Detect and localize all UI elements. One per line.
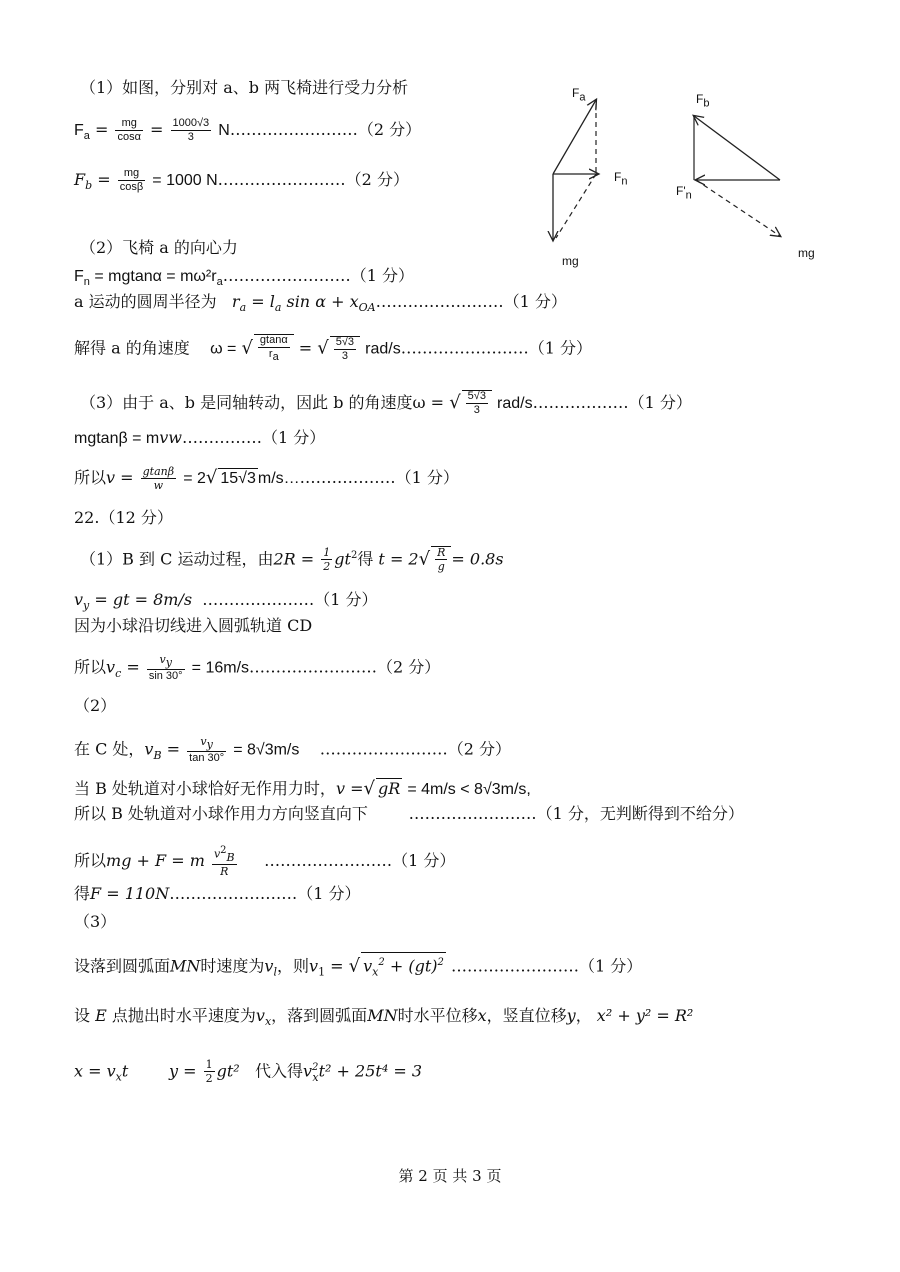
tangent-text: 因为小球沿切线进入圆弧轨道 CD — [74, 616, 313, 635]
direction-line: 所以 B 处轨道对小球作用力方向竖直向下 ……………………（1 分，无判断得到不给分） — [74, 804, 744, 823]
label-mg-a: mg — [562, 254, 579, 268]
fa-fraction: $\frac{mg}{\cos\alpha}$ — [117, 117, 141, 143]
part2-title: （2）飞椅 a 的向心力 — [80, 238, 238, 257]
f-result: 得F = 110N……………………（1 分） — [74, 884, 361, 903]
newton-equation: 所以mg + F = m $\frac{v^2_B}{R}$ ……………………（1 分） — [74, 845, 456, 878]
q22-title: 22.（12 分） — [74, 508, 173, 527]
radius-equation: a 运动的圆周半径为 $r_a = l_a$ $\sin \alpha + x_{OA}\dots\dots\dots\dots\dots\dots\dots\dots(1$ 分） — [74, 292, 567, 315]
fn-equation: $F_n = mgtan\alpha$ = $m\omega^2r_a\dots\dots\dots\dots\dots\dots\dots\dots(1$ 分） — [74, 266, 414, 289]
label-fn: $F_n$ — [614, 170, 628, 188]
label-mg-b: mg — [798, 246, 815, 260]
no-force-line: 当 B 处轨道对小球恰好无作用力时，v =√ gR = 4m/s < 8√3m/s, — [74, 778, 531, 799]
fb-fraction: $\frac{mg}{\cos\beta}$ — [119, 167, 144, 193]
force-diagram — [530, 80, 830, 280]
v1-line: 设落到圆弧面MN时速度为$v_l$，则$v_1$ = √ $v_x^2 + (gt)^2$ ……………………（1 分） — [74, 952, 642, 983]
s2-title: （2） — [74, 696, 117, 715]
part1-intro: （1）如图，分别对 a、b 两飞椅进行受力分析 — [80, 78, 409, 97]
label-fb: $F_b$ — [696, 92, 710, 110]
vc-equation: 所以$v_c$ = $\frac{v_y}{\sin 30^\circ}$ = 16m/s……………………（2 分） — [74, 653, 441, 683]
fa-value-fraction: $\frac{1000√3}{3}$ — [172, 117, 210, 143]
fa-equation: $F_a$ = $\frac{mg}{\cos\alpha}$ = $\frac{1000√3}{3}$ N……………………（2 分） — [74, 117, 422, 143]
diagram-a — [553, 100, 598, 240]
page-footer: 第 2 页 共 3 页 — [398, 1167, 502, 1185]
vy-equation: $v_y$ = gt = 8m/s …………………（1 分） — [74, 590, 378, 613]
vb-equation: 在 C 处，$v_B$ = $\frac{v_y}{\tan 30^\circ}$ = 8√3m/s ……………………（2 分） — [74, 735, 511, 765]
q22-s1: （1）B 到 C 运动过程，由2R = $\frac{1}{2}$ $gt^2$得 t = 2√ $\frac{R}{g}$ = 0.8s — [80, 546, 504, 574]
e-line: 设 E 点抛出时水平速度为$v_x$，落到圆弧面MN时水平位移x，竖直位移y， x² + y² = R² — [74, 1006, 694, 1029]
label-fa: $F_a$ — [572, 86, 586, 104]
eq-velocity: 所以v = $\frac{gtan\beta}{w}$ = 2√ 15√3 m/s…………………（1 分） — [74, 465, 459, 492]
diagram-b — [694, 116, 780, 236]
eq-mgtanbeta: mgtanβ = mvw……………（1 分） — [74, 428, 326, 447]
part3-statement: （3）由于 a、b 是同轴转动，因此 b 的角速度ω = √ $\frac{5√3}{3}$ rad/s………………（1 分） — [80, 390, 692, 416]
label-fn-prime: $F'_n$ — [676, 184, 692, 202]
omega-equation: 解得 a 的角速度 ω = √ $\frac{gtan\alpha}{r_a}$ = √ $\frac{5√3}{3}$ rad/s……………………（1 分） — [74, 334, 593, 364]
fb-equation: $F_b$ = $\frac{mg}{\cos\beta}$ = 1000 N……………………（2 分） — [74, 167, 409, 193]
kinematics-line: $x = v_xt$ y = $\frac{1}{2}$ gt² 代入得$v^2_xt^2 + 25t^4 = 3$ — [74, 1058, 423, 1086]
s3-title: （3） — [74, 912, 117, 931]
